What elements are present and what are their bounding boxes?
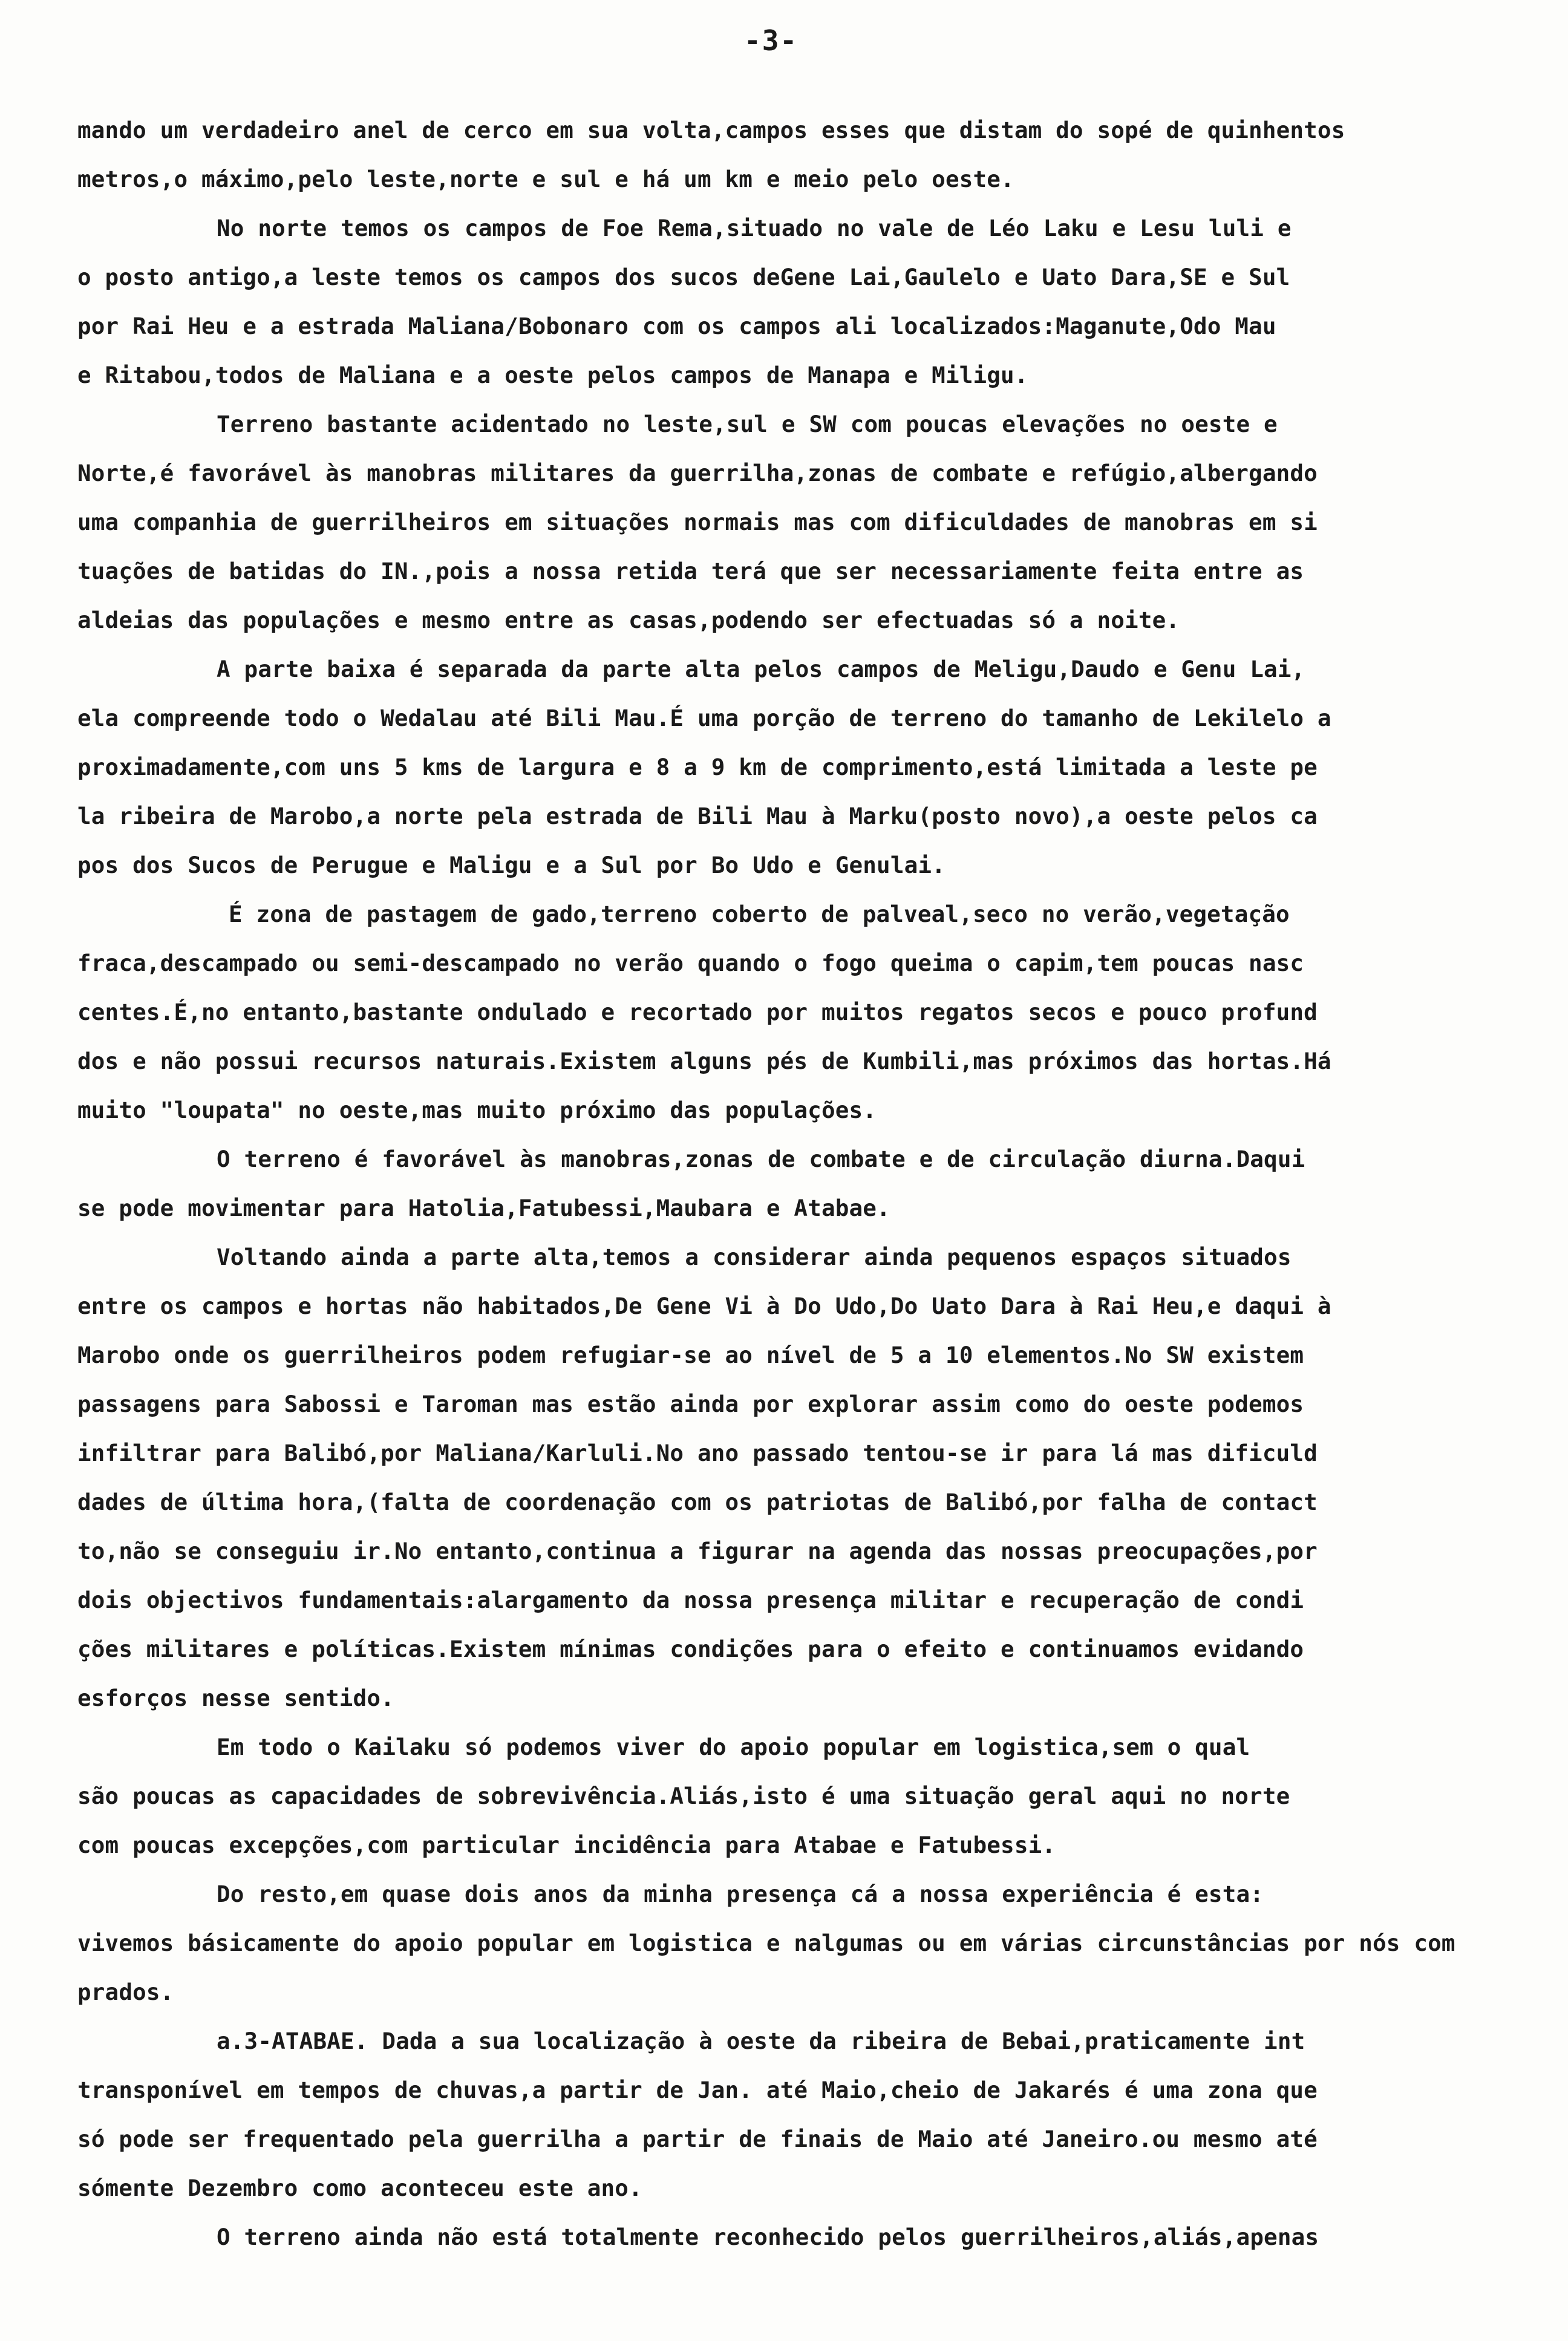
text-line: muito "loupata" no oeste,mas muito próximo das populações. xyxy=(77,1097,877,1123)
text-line: são poucas as capacidades de sobrevivência.Aliás,isto é uma situação geral aqui no norte xyxy=(77,1783,1290,1809)
text-line: uma companhia de guerrilheiros em situações normais mas com dificuldades de manobras em si xyxy=(77,509,1318,535)
text-line: metros,o máximo,pelo leste,norte e sul e há um km e meio pelo oeste. xyxy=(77,166,1014,192)
text-line: dos e não possui recursos naturais.Existem alguns pés de Kumbili,mas próximos das hortas.Há xyxy=(77,1048,1331,1074)
text-line: Do resto,em quase dois anos da minha presença cá a nossa experiência é esta: xyxy=(217,1881,1264,1907)
text-line: Norte,é favorável às manobras militares da guerrilha,zonas de combate e refúgio,albergando xyxy=(77,460,1318,486)
text-line: sómente Dezembro como aconteceu este ano. xyxy=(77,2175,642,2201)
text-line: por Rai Heu e a estrada Maliana/Bobonaro com os campos ali localizados:Maganute,Odo Mau xyxy=(77,313,1276,339)
document-body xyxy=(77,106,1463,2262)
text-line: Voltando ainda a parte alta,temos a considerar ainda pequenos espaços situados xyxy=(217,1244,1292,1270)
text-line: ela compreende todo o Wedalau até Bili Mau.É uma porção de terreno do tamanho de Lekilelo a xyxy=(77,705,1331,731)
text-line: fraca,descampado ou semi-descampado no verão quando o fogo queima o capim,tem poucas nasc xyxy=(77,950,1304,976)
text-line: Marobo onde os guerrilheiros podem refugiar-se ao nível de 5 a 10 elementos.No SW existem xyxy=(77,1342,1304,1368)
text-line: se pode movimentar para Hatolia,Fatubessi,Maubara e Atabae. xyxy=(77,1195,890,1221)
text-line: esforços nesse sentido. xyxy=(77,1685,394,1711)
text-line: prados. xyxy=(77,1979,174,2005)
text-line: to,não se conseguiu ir.No entanto,continua a figurar na agenda das nossas preocupações,por xyxy=(77,1538,1318,1564)
text-line: tuações de batidas do IN.,pois a nossa retida terá que ser necessariamente feita entre as xyxy=(77,558,1304,584)
text-line: pos dos Sucos de Perugue e Maligu e a Sul por Bo Udo e Genulai. xyxy=(77,852,946,878)
text-line: No norte temos os campos de Foe Rema,situado no vale de Léo Laku e Lesu luli e xyxy=(217,215,1292,241)
page-number: -3- xyxy=(744,24,799,57)
text-line: Terreno bastante acidentado no leste,sul e SW com poucas elevações no oeste e xyxy=(217,411,1278,437)
text-line: e Ritabou,todos de Maliana e a oeste pelos campos de Manapa e Miligu. xyxy=(77,362,1028,388)
text-line: centes.É,no entanto,bastante ondulado e recortado por muitos regatos secos e pouco profund xyxy=(77,999,1318,1025)
text-line: Em todo o Kailaku só podemos viver do apoio popular em logistica,sem o qual xyxy=(217,1734,1250,1760)
text-line: É zona de pastagem de gado,terreno coberto de palveal,seco no verão,vegetação xyxy=(229,901,1290,927)
text-line: la ribeira de Marobo,a norte pela estrada de Bili Mau à Marku(posto novo),a oeste pelos ca xyxy=(77,803,1318,829)
text-line: só pode ser frequentado pela guerrilha a partir de finais de Maio até Janeiro.ou mesmo até xyxy=(77,2126,1318,2152)
text-line: aldeias das populações e mesmo entre as casas,podendo ser efectuadas só a noite. xyxy=(77,607,1180,633)
text-line: A parte baixa é separada da parte alta pelos campos de Meligu,Daudo e Genu Lai, xyxy=(217,656,1305,682)
text-line: vivemos básicamente do apoio popular em logistica e nalgumas ou em várias circunstâncias por nós com xyxy=(77,1930,1455,1956)
text-line: transponível em tempos de chuvas,a partir de Jan. até Maio,cheio de Jakarés é uma zona que xyxy=(77,2077,1318,2103)
text-line: ções militares e políticas.Existem mínimas condições para o efeito e continuamos evidando xyxy=(77,1636,1304,1662)
text-line: O terreno ainda não está totalmente reconhecido pelos guerrilheiros,aliás,apenas xyxy=(217,2224,1319,2250)
text-line: O terreno é favorável às manobras,zonas de combate e de circulação diurna.Daqui xyxy=(217,1146,1305,1172)
text-line: entre os campos e hortas não habitados,De Gene Vi à Do Udo,Do Uato Dara à Rai Heu,e daqui à xyxy=(77,1293,1331,1319)
text-line: a.3-ATABAE. Dada a sua localização à oeste da ribeira de Bebai,praticamente int xyxy=(217,2028,1305,2054)
text-line: proximadamente,com uns 5 kms de largura e 8 a 9 km de comprimento,está limitada a leste pe xyxy=(77,754,1318,780)
text-line: com poucas excepções,com particular incidência para Atabae e Fatubessi. xyxy=(77,1832,1056,1858)
text-line: dades de última hora,(falta de coordenação com os patriotas de Balibó,por falha de contact xyxy=(77,1489,1318,1515)
text-line: infiltrar para Balibó,por Maliana/Karluli.No ano passado tentou-se ir para lá mas dificuld xyxy=(77,1440,1318,1466)
text-line: o posto antigo,a leste temos os campos dos sucos deGene Lai,Gaulelo e Uato Dara,SE e Sul xyxy=(77,264,1290,290)
text-line: dois objectivos fundamentais:alargamento da nossa presença militar e recuperação de condi xyxy=(77,1587,1304,1613)
text-line: passagens para Sabossi e Taroman mas estão ainda por explorar assim como do oeste podemos xyxy=(77,1391,1304,1417)
text-line: mando um verdadeiro anel de cerco em sua volta,campos esses que distam do sopé de quinhentos xyxy=(77,117,1345,143)
